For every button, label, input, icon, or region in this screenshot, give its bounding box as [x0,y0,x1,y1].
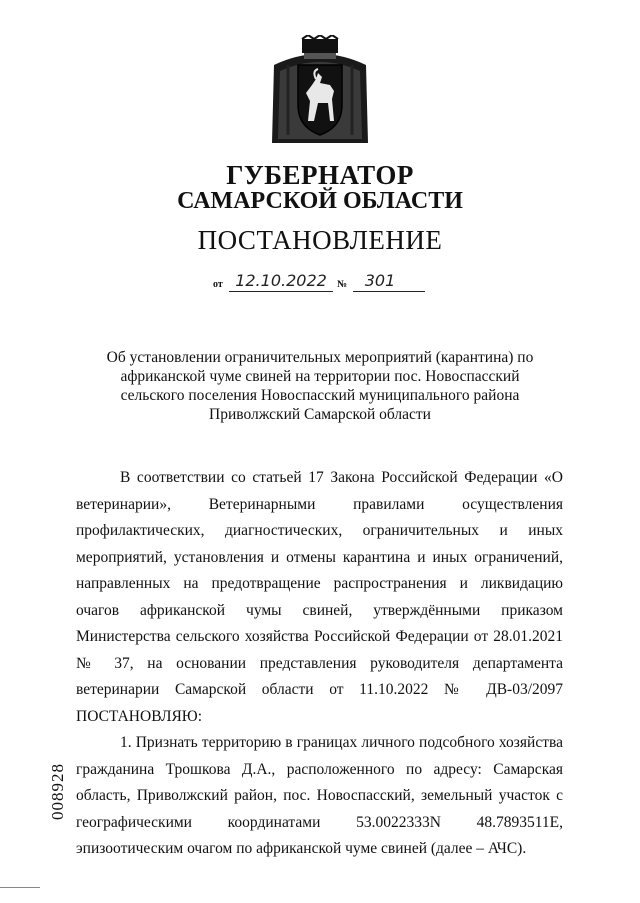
date-label: от [213,279,223,290]
date-value: 12.10.2022 [235,271,327,290]
number-value: 301 [364,271,396,290]
issuer-title: ГУБЕРНАТОР [226,160,414,190]
page-serial-number: 008928 [48,763,67,820]
date-underline [229,291,333,292]
number-underline [353,291,425,292]
issuer-region: САМАРСКОЙ ОБЛАСТИ [177,188,463,214]
corner-mark [0,887,40,888]
samara-coat-of-arms-icon [268,35,372,149]
body-paragraph: 1. Признать территорию в границах личного подсобного хозяйства гражданина Трошкова Д.А., расположенного по адресу: Самарская область, Приволжский район, пос. Новоспасский, земельный участок с географическими координатами 53.0022333N 48.7893511E, эпизоотическим очагом по африканской чуме свиней (далее – АЧС). [76,734,563,857]
body-paragraph: В соответствии со статьей 17 Закона Российской Федерации «О ветеринарии», Ветеринарными правилами осуществления профилактических, диагностических, ограничительных и иных мероприятий, установления и отмены карантина и иных ограничений, направленных на предотвращение распространения и ликвидацию очагов африканской чумы свиней, утверждёнными приказом Министерства сельского хозяйства Российской Федерации от 28.01.2021 № 37, на основании представления руководителя департамента ветеринарии Самарской области от 11.10.2022 № ДВ-03/2097 ПОСТАНОВЛЯЮ: [76,469,563,725]
number-label: № [337,279,348,290]
document-type: ПОСТАНОВЛЕНИЕ [197,225,443,255]
document-subject: Об установлении ограничительных мероприятий (карантина) по африканской чуме свиней на территории пос. Новоспасский сельского поселения Новоспасский муниципального района Приволжский Самарской области [106,349,534,423]
date-number-line [213,272,443,294]
document-body [76,465,563,863]
